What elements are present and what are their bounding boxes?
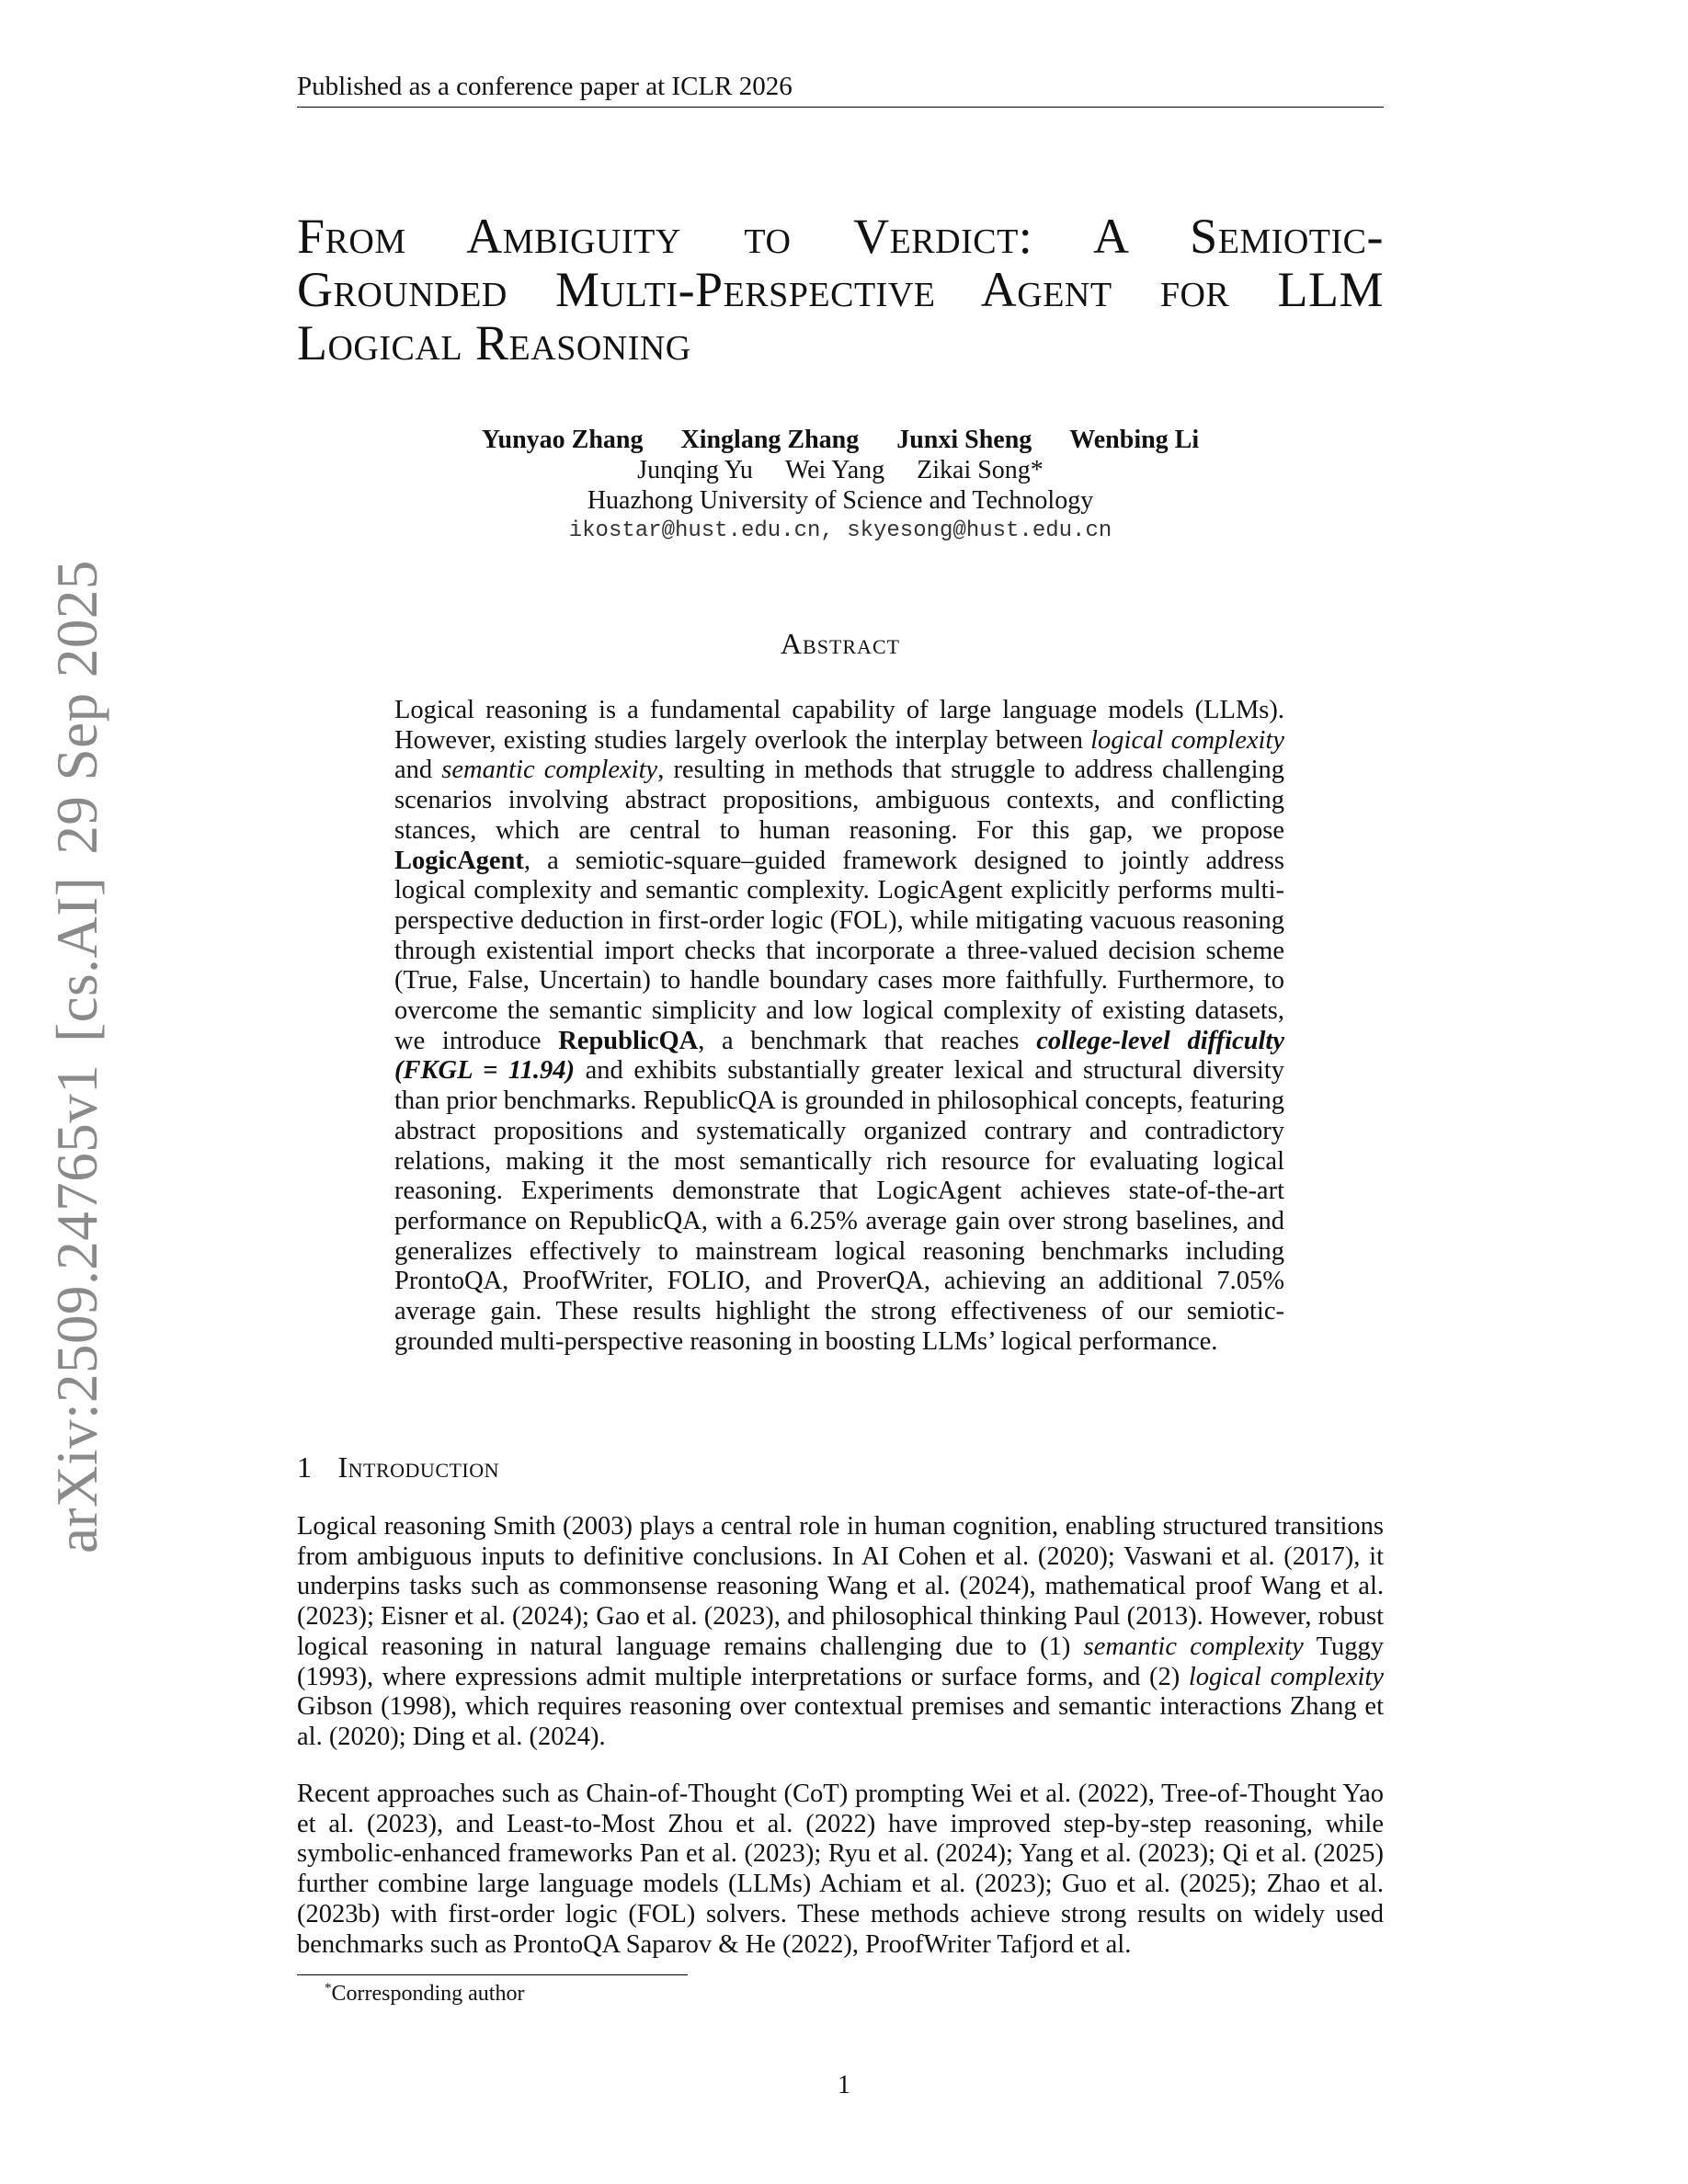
bold-term: LogicAgent bbox=[394, 846, 524, 875]
author-emails[interactable]: ikostar@hust.edu.cn, skyesong@hust.edu.cn bbox=[568, 518, 1112, 543]
author-name: Junxi Sheng bbox=[896, 426, 1032, 454]
page-number: 1 bbox=[838, 2071, 850, 2099]
text-run: Gibson (1998), which requires reasoning over contextual premises and semantic interactions Zhang et al. (2020); Ding et al. (2024). bbox=[297, 1692, 1384, 1751]
intro-paragraph-1 bbox=[297, 1512, 1384, 1753]
abstract-heading: Abstract bbox=[780, 627, 901, 660]
section-heading-introduction bbox=[297, 1450, 499, 1484]
running-header: Published as a conference paper at ICLR 2026 bbox=[297, 70, 1384, 108]
intro-paragraph-2 bbox=[297, 1780, 1384, 1960]
footnote-divider bbox=[297, 1974, 688, 1975]
arxiv-category: [cs.AI] bbox=[45, 876, 109, 1042]
bold-term: RepublicQA bbox=[558, 1026, 699, 1055]
author-name: Xinglang Zhang bbox=[680, 426, 860, 454]
text-run: Logical reasoning is a fundamental capability of large language models (LLMs). However, existing studies largely overlook the interplay between bbox=[394, 696, 1284, 755]
author-row-2 bbox=[297, 455, 1384, 485]
section-title: Introduction bbox=[337, 1450, 500, 1484]
text-run: , a benchmark that reaches bbox=[698, 1026, 1037, 1055]
text-run: and bbox=[394, 756, 442, 785]
italic-term: semantic complexity bbox=[441, 756, 658, 785]
author-name: Yunyao Zhang bbox=[481, 426, 644, 454]
abstract-body bbox=[394, 696, 1284, 1357]
arxiv-id: arXiv:2509.24765v1 bbox=[45, 1064, 109, 1553]
title-line-2: Grounded Multi-Perspective Agent for LLM bbox=[297, 262, 1384, 317]
footnote-mark: * bbox=[325, 1981, 332, 1996]
italic-term: logical complexity bbox=[1188, 1662, 1384, 1691]
author-name: Wei Yang bbox=[784, 456, 885, 484]
bold-italic-term: college-level difficulty (FKGL = 11.94) bbox=[394, 1026, 1284, 1086]
title-line-3: Logical Reasoning bbox=[297, 315, 691, 370]
title-line-1: From Ambiguity to Verdict: A Semiotic- bbox=[297, 209, 1384, 264]
paper-title bbox=[297, 210, 1384, 370]
author-name: Zikai Song* bbox=[917, 456, 1044, 484]
arxiv-date: 29 Sep 2025 bbox=[45, 560, 109, 855]
section-number: 1 bbox=[297, 1450, 313, 1484]
text-run: Recent approaches such as Chain-of-Thought (CoT) prompting Wei et al. (2022), Tree-of-Thought Yao et al. (2023), and Least-to-Most Zhou et al. (2022) have improved step-by-step reasoning, while symbolic-enhanced frameworks Pan et al. (2023); Ryu et al. (2024); Yang et al. (2023); Qi et al. (2025) further combine large language models (LLMs) Achiam et al. (2023); Guo et al. (2025); Zhao et al. (2023b) with first-order logic (FOL) solvers. These methods achieve strong results on widely used benchmarks such as ProntoQA Saparov & He (2022), ProofWriter Tafjord et al. bbox=[297, 1780, 1384, 1959]
text-run: , a semiotic-square–guided framework designed to jointly address logical complexity and semantic complexity. LogicAgent explicitly performs multi-perspective deduction in first-order logic (FOL), while mitigating vacuous reasoning through existential import checks that incorporate a three-valued decision scheme (True, False, Uncertain) to handle boundary cases more faithfully. Furthermore, to overcome the semantic simplicity and low logical complexity of existing datasets, we introduce bbox=[394, 846, 1284, 1055]
text-run: and exhibits substantially greater lexical and structural diversity than prior benchmarks. RepublicQA is grounded in philosophical concepts, featuring abstract propositions and systematically organized contrary and contradictory relations, making it the most semantically rich resource for evaluating logical reasoning. Experiments demonstrate that LogicAgent achieves state-of-the-art performance on RepublicQA, with a 6.25% average gain over strong baselines, and generalizes effectively to mainstream logical reasoning benchmarks including ProntoQA, ProofWriter, FOLIO, and ProverQA, achieving an additional 7.05% average gain. These results highlight the strong effectiveness of our semiotic-grounded multi-perspective reasoning in boosting LLMs’ logical performance. bbox=[394, 1056, 1284, 1356]
arxiv-stamp bbox=[44, 538, 111, 1553]
italic-term: logical complexity bbox=[1090, 725, 1284, 755]
author-row-1 bbox=[297, 425, 1384, 455]
author-name: Wenbing Li bbox=[1069, 426, 1200, 454]
italic-term: semantic complexity bbox=[1083, 1632, 1304, 1661]
footnote-text: Corresponding author bbox=[331, 1982, 525, 2006]
author-block bbox=[297, 425, 1384, 546]
affiliation: Huazhong University of Science and Technology bbox=[587, 486, 1094, 515]
text-run: Tuggy (1993), where expressions admit multiple interpretations or surface forms, and (2) bbox=[297, 1632, 1384, 1691]
text-run: Logical reasoning Smith (2003) plays a central role in human cognition, enabling structured transitions from ambiguous inputs to definitive conclusions. In AI Cohen et al. (2020); Vaswani et al. (2017), it underpins tasks such as commonsense reasoning Wang et al. (2024), mathematical proof Wang et al. (2023); Eisner et al. (2024); Gao et al. (2023), and philosophical thinking Paul (2013). However, robust logical reasoning in natural language remains challenging due to (1) bbox=[297, 1512, 1384, 1661]
text-run: , resulting in methods that struggle to address challenging scenarios involving abstract propositions, ambiguous contexts, and conflicting stances, which are central to human reasoning. For this gap, we propose bbox=[394, 756, 1285, 845]
author-name: Junqing Yu bbox=[637, 456, 753, 484]
footnote bbox=[325, 1981, 524, 2007]
